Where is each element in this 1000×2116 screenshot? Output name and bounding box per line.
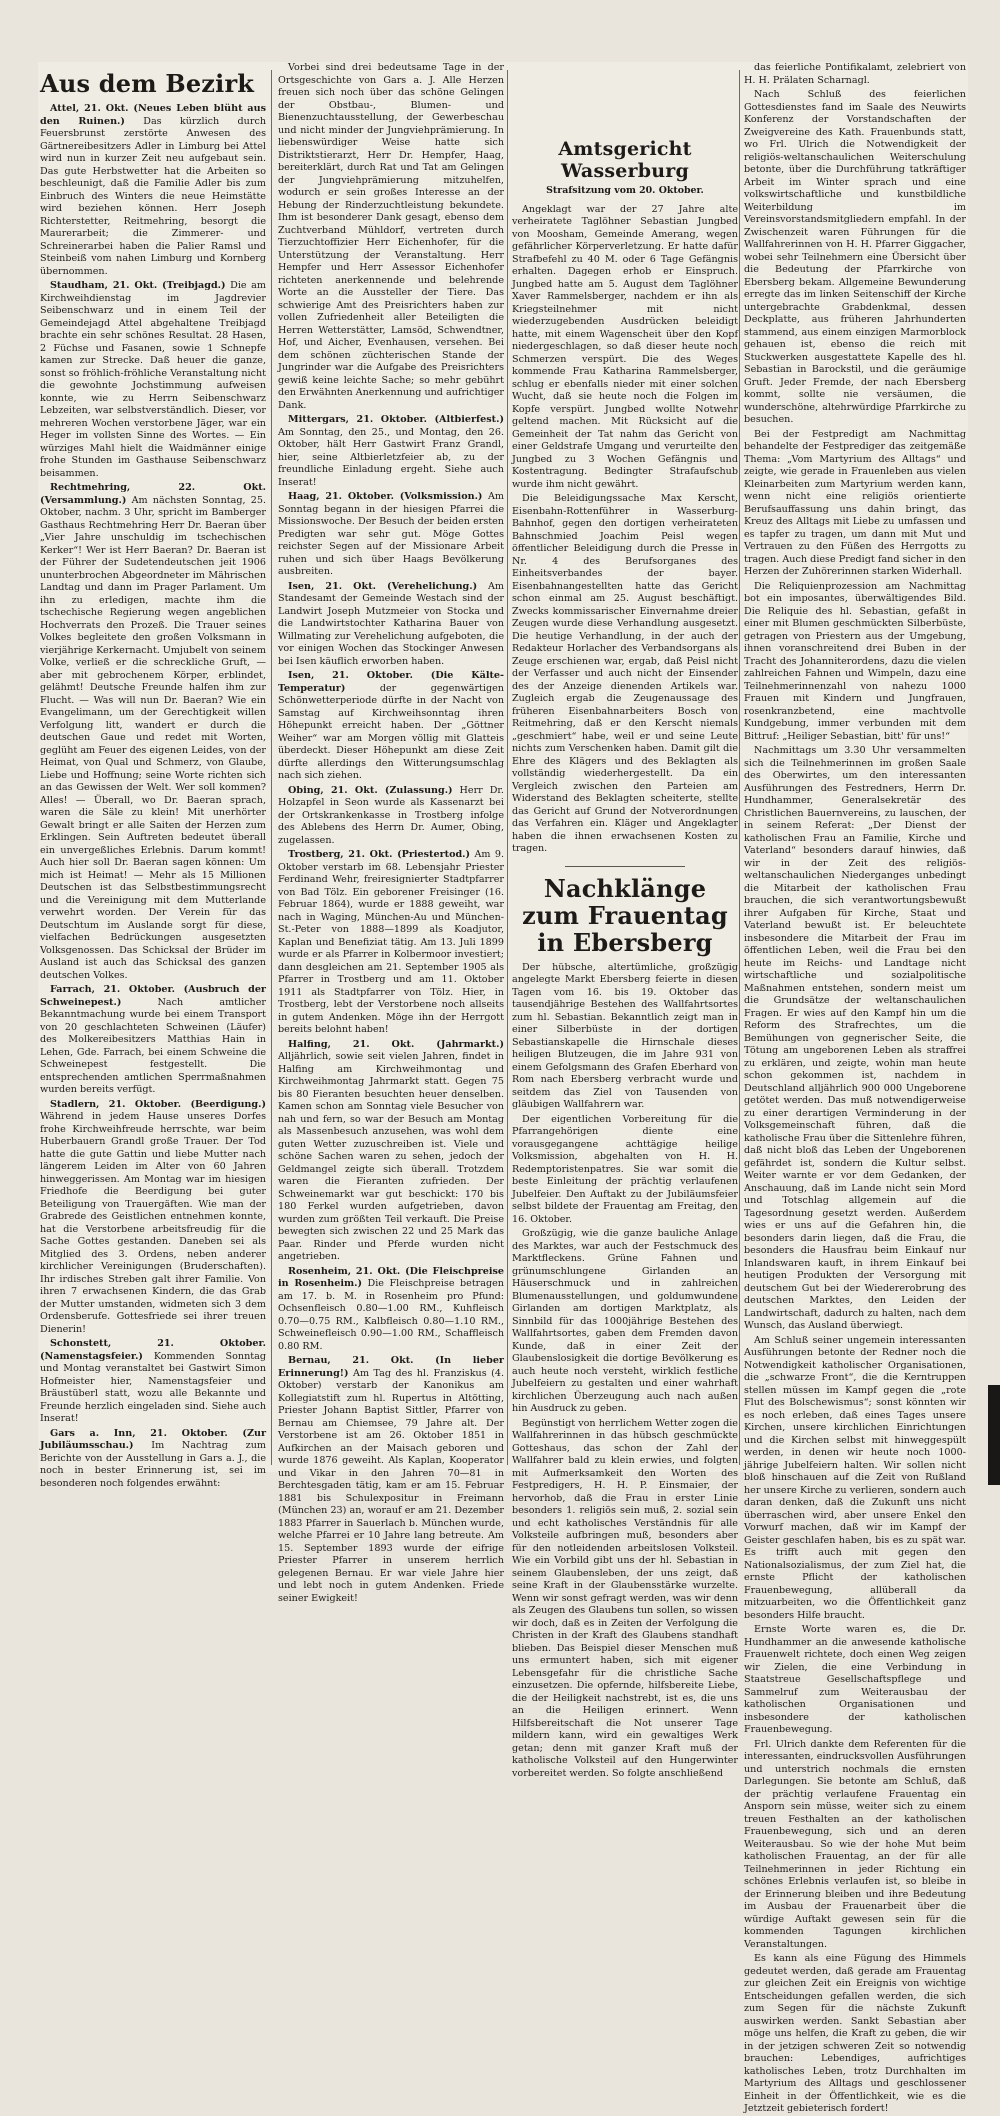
column-2 xyxy=(278,62,504,1604)
column-rule xyxy=(507,70,508,1465)
article-body: Am Sonntag, den 25., und Montag, den 26. Oktober, hält Herr Gastwirt Franz Grandl, hier, seine Altbierletzfeier ab, zu der freundliche Einladung ergeht. Siehe auch Inserat! xyxy=(278,426,504,488)
frauentag-paragraph xyxy=(512,1418,738,1781)
article-staudham xyxy=(40,280,266,480)
article-gars-continued xyxy=(278,62,504,412)
article-mittergars xyxy=(278,414,504,489)
article-lede: Rosenheim, 21. Okt. (Die Fleischpreise in Rosenheim.) xyxy=(278,1265,504,1289)
newspaper-page xyxy=(38,62,968,2114)
article-lede: Rechtmehring, 22. Okt. (Versammlung.) xyxy=(40,482,266,506)
article-body: Begünstigt von herrlichem Wetter zogen die Wallfahrerinnen in das hübsch geschmückte Gotteshaus, das schon der Zahl der Wallfahrer bald zu klein erwies, und folgten mit Aufmerksamkeit den Worten des Festpredigers, H. H. P. Einsmaier, der hervorhob, daß die Frau in erster Linie besonders 1. religiös sein muß, 2. sozial sein und echt katholisches Verständnis für alle Volksteile aufbringen muß, besonders aber für den notleidenden arbeitslosen Volksteil. Wie ein Vorbild gibt uns der hl. Sebastian in seinem Glaubensleben, der uns zeigt, daß seine Kraft in der Glaubensstärke wurzelte. Wenn wir sonst gefragt werden, was wir denn als Zeugen des Glaubens tun sollen, so wissen wir doch, daß es in Zeiten der Verfolgung die Christen in der Kraft des Glaubens standhaft blieben. Das Beispiel dieser Menschen muß uns ermuntert haben, sich mit eigener Lebensgefahr für die christliche Sache einzusetzen. Die opfernde, hilfsbereite Liebe, die der Heiligkeit nachstrebt, ist es, die uns an die Heiligen erinnert. Wenn Hilfsbereitschaft die Not unserer Tage mildern kann, wird ein gewaltiges Werk getan; denn mit ganzer Kraft muß der katholische Volksteil auf den Hungerwinter vorbereitet werden. So folgte anschließend xyxy=(512,1417,738,1779)
article-haag xyxy=(278,491,504,579)
column-rule xyxy=(739,70,740,1465)
court-case-2 xyxy=(512,493,738,856)
frauentag-continued xyxy=(744,89,966,427)
article-body: der gegenwärtigen Schönwetterperiode dürfte in der Nacht von Samstag auf Kirchweihsonntag ihren Höhepunkt erreicht haben. Der „Göttner Weiher“ war am Morgen völlig mit Glatteis überdeckt. Dieser Höhepunkt am diese Zeit dürfte allerdings den Witterungsumschlag nach sich ziehen. xyxy=(278,682,504,781)
article-body: Die Reliquienprozession am Nachmittag bot ein imposantes, überwältigendes Bild. Die Reliquie des hl. Sebastian, gefaßt in einer mit Blumen geschmückten Silberbüste, getragen von Priestern aus der Umgebung, ihnen voranschreitend drei Buben in der Tracht des Johanniterordens, dazu die vielen zahlreichen Fahnen und Wimpeln, dazu eine Teilnehmerinnenzahl von nahezu 1000 Frauen mit Kindern und Jungfrauen, rosenkranzbetend, eine machtvolle Kundgebung, immer verbunden mit dem Bittruf: „Heiliger Sebastian, bitt' für uns!“ xyxy=(744,580,966,742)
article-body: Es kann als eine Fügung des Himmels gedeutet werden, daß gerade am Frauentag zur gleichen Zeit ein Ereignis von wichtige Entscheidungen gefallen werden, die sich zum Segen für die nächste Zukunft auswirken werden. Sankt Sebastian aber möge uns helfen, die Kraft zu geben, die wir in der jetzigen schweren Zeit so notwendig brauchen: Lebendiges, aufrichtiges katholisches Leben, trotz Durchhalten im Martyrium des Alltags und geschlossener Einheit in der Öffentlichkeit, wie es die Jetztzeit gebieterisch fordert! xyxy=(744,1953,966,2114)
article-body: Nach Schluß des feierlichen Gottesdienstes fand im Saale des Neuwirts Konferenz der Vorstandschaften der Zweigvereine des Kath. Frauenbunds statt, wo Frl. Ulrich die Notwendigkeit der religiös-weltanschaulichen Weiterschulung betonte, über die Durchführung tatkräftiger Arbeit im Winter sprach und eine volkswirtschaftliche und kunstbildliche Weiterbildung im Vereinsvorstandsmitgliedern empfahl. In der Zwischenzeit waren Führungen für die Wallfahrerinnen von H. H. Pfarrer Giggacher, wobei sehr Teilnehmern eine Übersicht über die Bedeutung der Pfarrkirche von Ebersberg bekam. Allgemeine Bewunderung erregte das im linken Seitenschiff der Kirche untergebrachte Grabdenkmal, dessen Deckplatte, aus früheren Jahrhunderten stammend, aus einem einzigen Marmorblock gehauen ist, ebenso die reich mit Stuckwerken ausgestattete Kapelle des hl. Sebastian in Barockstil, und die geräumige Gruft. Jeder Fremde, der nach Ebersberg kommt, sollte nie versäumen, die wunderschöne, altehrwürdige Pfarrkirche zu besuchen. xyxy=(744,89,966,425)
article-lede: Obing, 21. Okt. (Zulassung.) xyxy=(288,784,453,796)
frauentag-continued xyxy=(744,62,966,87)
article-halfing xyxy=(278,1039,504,1264)
article-body: Während in jedem Hause unseres Dorfes frohe Kirchweihfreude herrschte, war beim Huberbauern Grandl große Trauer. Der Tod hatte die gute Gattin und liebe Mutter nach längerem Leiden im Alter von 60 Jahren hinweggerissen. Am Montag war im hiesigen Friedhofe die Beerdigung bei guter Beteiligung von Trauergäften. Wie man der Grabrede des Geistlichen entnehmen konnte, hat die Verstorbene arbeitsfreudig für die Sache Gottes gestanden. Daneben sei als Mitglied des 3. Ordens, neben anderer kirchlicher Vereinigungen (Bruderschaften). Ihr irdisches Streben galt ihrer Familie. Von ihren 7 erwachsenen Kindern, die das Grab der Mutter umstanden, widmeten sich 3 dem Ordensberufe. Gottesfriede sei ihrer treuen Dienerin! xyxy=(40,1111,266,1335)
article-gars xyxy=(40,1428,266,1491)
article-body: Am Standesamt der Gemeinde Westach sind der Landwirt Joseph Mutzmeier von Stocka und die Landwirtstochter Katharina Bauer von Willmating zur Verehelichung aufgeboten, die vor einigen Wochen das Stockinger Anwesen bei Isen käuflich erworben haben. xyxy=(278,580,504,667)
column-1 xyxy=(40,62,266,1489)
article-lede: Trostberg, 21. Okt. (Priestertod.) xyxy=(288,849,471,860)
frauentag-continued xyxy=(744,745,966,1333)
article-body: Angeklagt war der 27 Jahre alte verheiratete Taglöhner Sebastian Jungbed von Moosham, Gemeinde Amerang, wegen gefährlicher Körperverletzung. Er hatte dafür Strafbefehl zu 40 M. oder 6 Tage Gefängnis erhalten. Dagegen erhob er Einspruch. Jungbed hatte am 5. August dem Taglöhner Xaver Rammelsberger, nachdem er ihn als Kriegsteilnehmer mit nicht wiederzugebenden Ausdrücken beleidigt hatte, mit einem Wagenscheit über den Kopf niedergeschlagen, so daß dieser heute noch Schmerzen verspürt. Die des Weges kommende Frau Katharina Rammelsberger, schlug er ebenfalls nieder mit einer solchen Wucht, daß sie heute noch die Folgen im Kopfe verspürt. Jungbed wollte Notwehr geltend machen. Mit Rücksicht auf die Gemeinheit der Tat nahm das Gericht von einer Geldstrafe Umgang und verurteilte den Jungbed zu 3 Wochen Gefängnis und Kostentragung. Bedingter Strafaufschub wurde ihm nicht gewährt. xyxy=(512,203,738,490)
column-spacer xyxy=(512,62,738,132)
article-body: Nach amtlicher Bekanntmachung wurde bei einem Transport von 20 geschlachteten Schweinen (Läufer) des Molkereibesitzers Matthias Hain in Lehen, Gde. Farrach, bei einem Schweine die Schweinepest festgestellt. Die entsprechenden amtlichen Sperrmaßnahmen wurden bereits verfügt. xyxy=(40,996,266,1095)
article-body: Am Sonntag begann in der hiesigen Pfarrei die Missionswoche. Der Besuch der beiden ersten Predigten war sehr gut. Möge Gottes reichster Segen auf der Missionare Arbeit ruhen und sich über Haags Bevölkerung ausbreiten. xyxy=(278,491,504,577)
article-body: Die Beleidigungssache Max Kerscht, Eisenbahn-Rottenführer in Wasserburg-Bahnhof, gegen den dortigen verheirateten Bahnschmied Joachim Peisl wegen öffentlicher Beleidigung durch die Presse in Nr. 4 des Berufsorganes des Einheitsverbandes der bayer. Eisenbahnangestellten hatte das Gericht schon einmal am 25. August beschäftigt. Zwecks kommissarischer Einvernahme dreier Zeugen wurde diese Verhandlung ausgesetzt. Die heutige Verhandlung, in der auch der Redakteur Horlacher des Verbandsorgans als Zeuge erschienen war, ergab, daß Peisl nicht der Verfasser und auch nicht der Einsender des der Anzeige dienenden Artikels war. Zugleich ergab die Zeugenaussage des früheren Eisenbahnarbeiters Bosch von Reitmehring, daß er den Kerscht niemals „geschmiert“ habe, weil er und seine Leute nichts zum Verschenken haben. Damit gilt die Ehre des Klägers und des Beklagten als vollständig wiederhergestellt. Da ein Vergleich zwischen den Parteien am Widerstand des Beklagten scheiterte, stellte das Gericht auf Grund der Notverordnungen das Verfahren ein. Kläger und Angeklagter haben die ihnen erwachsenen Kosten zu tragen. xyxy=(512,493,738,854)
article-lede: Gars a. Inn, 21. Oktober. (Zur Jubiläumsschau.) xyxy=(40,1427,266,1451)
article-body: Das kürzlich durch Feuersbrunst zerstörte Anwesen des Gärtnereibesitzers Adler in Limburg bei Attel wird nun in kurzer Zeit neu aufgebaut sein. Das gute Herbstwetter hat die Arbeiten so beschleunigt, daß die Familie Adler bis zum Einbruch des Winters die neue Heimstätte wird beziehen können. Herr Joseph Richterstetter, Reitmehring, besorgt die Maurerarbeit; die Zimmerer- und Schreinerarbei haben die Palier Ramsl und Steinbeiß vom nahen Limburg und Kornberg übernommen. xyxy=(40,115,266,277)
article-body: Vorbei sind drei bedeutsame Tage in der Ortsgeschichte von Gars a. J. Alle Herzen freuen sich noch über das schöne Gelingen der Obstbau-, Blumen- und Bienenzuchtausstellung, der Gewerbeschau und nicht minder der Jungviehprämierung. In liebenswürdiger Weise hatte sich Distriktstierarzt, Herr Dr. Hempfer, Haag, bereiterklärt, durch Rat und Tat am Gelingen der Jungviehprämierung mitzuhelfen, wodurch er sein großes Interesse an der Hebung der Rinderzuchtleistung bekundete. Ihm ist besonderer Dank gesagt, ebenso dem Zuchtverband Mühldorf, vertreten durch Tierzuchtoffizier Herr Eichenhofer, für die Unterstützung der Veranstaltung. Herr Hempfer und Herr Assessor Eichenhofer richteten anerkennende und belehrende Worte an die Aussteller der Tiere. Das schwierige Amt des Preisrichters haben zur vollen Zufriedenheit aller Beteiligten die Herren Wetterstätter, Lamsöd, Schwendtner, Hof, und Aicher, Evenhausen, versehen. Bei dem schönen züchterischen Stande der Jungrinder war die Aufgabe des Preisrichters gewiß keine leichte Sache; so mehr gebührt den Erwähnten Anerkennung und aufrichtiger Dank. xyxy=(278,62,504,411)
article-body: Alljährlich, sowie seit vielen Jahren, findet in Halfing am Kirchweihmontag und Kirchweihmontag Jahrmarkt statt. Gegen 75 bis 80 Fieranten besuchten heuer denselben. Kamen schon am Sonntag viele Besucher von nah und fern, so war der Besuch am Montag als Massenbesuch anzusehen, was wohl dem guten Wetter zuzuschreiben ist. Viele und schöne Sachen waren zu sehen, jedoch der Geldmangel zeigte sich überall. Trotzdem waren die Fieranten zufrieden. Der Schweinemarkt war gut beschickt: 170 bis 180 Ferkel wurden aufgetrieben, davon wurden zum größten Teil verkauft. Die Preise bewegten sich zwischen 22 und 25 Mark das Paar. Rinder und Pferde wurden nicht angetrieben. xyxy=(278,1051,504,1262)
article-lede: Attel, 21. Okt. (Neues Leben blüht aus den Ruinen.) xyxy=(40,103,266,127)
article-lede: Schonstett, 21. Oktober. (Namenstagsfeier.) xyxy=(40,1338,266,1362)
article-lede: Bernau, 21. Okt. (In lieber Erinnerung!) xyxy=(278,1355,504,1379)
article-body: Am Tag des hl. Franziskus (4. Oktober) verstarb der Kanonikus am Kollegiatstift zum hl. Rupertus in Altötting, Priester Johann Baptist Sittler, Pfarrer von Bernau am Chiemsee, 79 Jahre alt. Der Verstorbene ist am 26. Oktober 1851 in Aufkirchen an der Maisach geboren und wurde 1876 geweiht. Als Kaplan, Kooperator und Vikar in den Jahren 70—81 in Berchtesgaden tätig, kam er am 15. Februar 1881 bis Schulexpositur in Freimann (München 23) an, worauf er am 21. Dezember 1883 Pfarrer in Sauerlach b. München wurde, welche Pfarrei er 10 Jahre lang betreute. Am 15. September 1893 wurde der eifrige Priester Pfarrer in unserem herrlich gelegenen Bernau. Er war viele Jahre hier und lebt noch in gutem Andenken. Friede seiner Ewigkeit! xyxy=(278,1367,504,1604)
article-body: Der hübsche, altertümliche, großzügig angelegte Markt Ebersberg feierte in diesen Tagen vom 16. bis 19. Oktober das tausendjährige Bestehen des Wallfahrtsortes zum hl. Sebastian. Bekanntlich zeigt man in einer Silberbüste in der dortigen Sebastianskapelle die Hirnschale dieses heiligen Blutzeugen, die im Jahre 931 von einem Gefolgsmann des Grafen Eberhard von Rom nach Ebersberg verbracht wurde und seitdem das Ziel von Tausenden von gläubigen Wallfahrern war. xyxy=(512,961,738,1110)
article-obing xyxy=(278,785,504,848)
article-body: Am 9. Oktober verstarb im 68. Lebensjahr Priester Ferdinand Wehr, freiresignierter Stadtpfarrer von Bad Tölz. Ein geborener Freisinger (16. Februar 1864), wurde er 1888 geweiht, war nach in Waging, München-Au und München-St.-Peter von 1888—1899 als Koadjutor, Kaplan und Benefiziat tätig. Am 13. Juli 1899 wurde er als Pfarrer in Kolbermoor investiert; dann desgleichen am 21. September 1905 als Pfarrer in Trostberg und am 11. Oktober 1911 als Stadtpfarrer von Tölz. Hier, in Trostberg, lebt der Verstorbene noch allseits in gutem Andenken. Möge ihn der Herrgott bereits belohnt haben! xyxy=(278,849,504,1035)
article-body: Am Schluß seiner ungemein interessanten Ausführungen betonte der Redner noch die Notwendigkeit katholischer Organisationen, die „schwarze Front“, die die Kerntruppen stellen müssen im Kampf gegen die „rote Flut des Bolschewismus“; sonst könnten wir es noch erleben, daß eines Tages unsere Kirchen, unsere kirchlichen Einrichtungen und die Kirchen selbst mit hinweggespült werden, in denen wir heute noch 1000-jährige Jubelfeiern halten. Wir sollen nicht bloß hinschauen auf die Zeit von Rußland her unsere Kirche zu verlieren, sondern auch daran denken, daß die Zukunft uns nicht überraschen wird, aber unsere Enkel den Vorwurf machen, daß wir im Kampf der Geister geschlafen haben, bis es zu spät war. Es trifft auch mit gegen den Nationalsozialismus, der zum Ziel hat, die ernste Pflicht der katholischen Frauenbewegung, allüberall da mitzuarbeiten, wo die Öffentlichkeit ganz besonders Hilfe braucht. xyxy=(744,1334,966,1621)
frauentag-paragraph xyxy=(512,962,738,1112)
article-body: Der eigentlichen Vorbereitung für die Pfarrangehörigen diente eine vorausgegangene achttägige heilige Volksmission, abgehalten von H. H. Redemptoristenpatres. Sie war somit die beste Einleitung der prächtig verlaufenen Jubelfeier. Den Auftakt zu der Jubiläumsfeier selbst bildete der Frauentag am Freitag, den 16. Oktober. xyxy=(512,1113,738,1225)
article-bernau xyxy=(278,1355,504,1605)
article-lede: Haag, 21. Oktober. (Volksmission.) xyxy=(288,491,483,502)
article-body: Die Fleischpreise betragen am 17. b. M. in Rosenheim pro Pfund: Ochsenfleisch 0.80—1.00 RM., Kuhfleisch 0.70—0.75 RM., Kalbfleisch 0.80—1.10 RM., Schweinefleisch 0.90—1.00 RM., Schaffleisch 0.80 RM. xyxy=(278,1278,504,1352)
frauentag-continued xyxy=(744,1739,966,1952)
frauentag-headline: Nachklänge zum Frauentag in Ebersberg xyxy=(522,873,728,957)
frauentag-continued xyxy=(744,1335,966,1623)
frauentag-continued xyxy=(744,1953,966,2116)
article-body: Nachmittags um 3.30 Uhr versammelten sich die Teilnehmerinnen im großen Saale des Oberwirtes, um den interessanten Ausführungen des Festredners, Herrn Dr. Hundhammer, Generalsekretär des Christlichen Bauernvereins, zu lauschen, der in seinem Referat: „Der Dienst der katholischen Frau an Familie, Kirche und Vaterland“ besonders darauf hinwies, daß wir in der Zeit des religiös-weltanschaulichen Niederganges unbedingt die Mitarbeit der katholischen Frau brauchen, die sich verantwortungsbewußt ihrer Aufgaben für Kirche, Staat und Vaterland bewußt ist. Er beleuchtete insbesondere die Mitarbeit der Frau im öffentlichen Leben, weil die Frau bei den heute im Reichs- und Landtage nicht wirtschaftliche und sozialpolitische Maßnahmen entstehen, sondern meist um die Grundsätze der weltanschaulichen Fragen. Er wies auf den Kampf hin um die Reform des Strafrechtes, um die Bemühungen von gegnerischer Seite, die Tötung am ungeborenen Leben als straffrei zu erklären, und zeigte, wohin man heute schon gekommen ist, nachdem in Deutschland alljährlich 900 000 Ungeborene getötet werden. Das muß notwendigerweise zu einer derartigen Verminderung in der Volksgemeinschaft führen, daß die katholische Frau über die Sittenlehre führen, daß nicht bloß das Leben der Ungeborenen gefährdet ist, sondern die Kultur selbst. Weiter warnte er vor dem Gedanken, der Anschauung, daß im Lande nicht sein Mord und Totschlag allgemein auf die Tagesordnung gesetzt werden. Außerdem wies er uns auf die Gefahren hin, die besonders darin liegen, daß die Frau, die besonders die Hausfrau beim Einkauf nur Inlandswaren kauft, in ihrem Einkauf bei heutigen Produkten der Versorgung mit deutschem Gut bei der Wiedererobrung des deutschen Marktes, den Leiden der Landwirtschaft, dadurch zu halten, nach dem Wunsch, das Ausland überwiegt. xyxy=(744,745,966,1331)
article-lede: Isen, 21. Okt. (Verehelichung.) xyxy=(288,580,478,592)
article-stadlern xyxy=(40,1099,266,1337)
article-rechtmehring xyxy=(40,482,266,982)
article-body: Im Nachtrag zum Berichte von der Ausstellung in Gars a. J., die noch in bester Erinnerung ist, sei im besonderen noch folgendes erwähnt: xyxy=(40,1440,266,1489)
court-subhead: Strafsitzung vom 20. Oktober. xyxy=(546,185,704,196)
article-body: Kommenden Sonntag und Montag veranstaltet bei Gastwirt Simon Hofmeister hier, Namenstagsfeier und Bräustüberl statt, wozu alle Bekannte und Freunde herzlich eingeladen sind. Siehe auch Inserat! xyxy=(40,1350,266,1424)
court-case-1 xyxy=(512,204,738,492)
article-schonstett xyxy=(40,1338,266,1426)
article-attel xyxy=(40,103,266,278)
article-body: Frl. Ulrich dankte dem Referenten für die interessanten, eindrucksvollen Ausführungen und unterstrich nochmals die ernsten Darlegungen. Sie betonte am Schluß, daß der prächtig verlaufene Frauentag ein Ansporn sein müsse, weiter sich zu einem treuen Festhalten an der katholischen Frauenbewegung, sich und an deren Weiterausbau. So wie der hohe Mut beim katholischen Frauentag, an der für alle Teilnehmerinnen in jeder Richtung ein schönes Erlebnis verlaufen ist, so bleibe in der Erinnerung bleiben und ihre Bedeutung im Ausbau der Frauenarbeit über die würdige Auftakt gewesen sein für die kommenden Tagungen kirchlichen Veranstaltungen. xyxy=(744,1738,966,1950)
article-body: Herr Dr. Holzapfel in Seon wurde als Kassenarzt bei der Ortskrankenkasse in Trostberg infolge des Ablebens des Herrn Dr. Aumer, Obing, zugelassen. xyxy=(278,784,504,846)
column-3 xyxy=(512,62,738,1779)
article-farrach xyxy=(40,984,266,1097)
article-trostberg xyxy=(278,849,504,1037)
article-body: Ernste Worte waren es, die Dr. Hundhammer an die anwesende katholische Frauenwelt richtete, doch einen Weg zeigen wir Zielen, die eine Verbindung in Staatstreue Gesellschaftspflege und Sammelruf zum Weiterausbau der katholischen Organisationen und insbesondere der katholischen Frauenbewegung. xyxy=(744,1624,966,1735)
column-rule xyxy=(271,70,272,1465)
article-lede: Mittergars, 21. Oktober. (Altbierfest.) xyxy=(288,414,504,425)
court-headline: Amtsgericht Wasserburg xyxy=(558,138,692,182)
article-isen-weather xyxy=(278,670,504,783)
article-body: Die am Kirchweihdienstag im Jagdrevier Seibenschwarz und in einem Teil der Gemeindejagd Attel abgehaltene Treibjagd brachte ein sehr schönes Resultat. 28 Hasen, 2 Füchse und Fasanen, sowie 1 Schnepfe kamen zur Strecke. Daß heuer die ganze, sonst so fröhlich-fröhliche Veranstaltung nicht die gewohnte Jochstimmung aufweisen konnte, wie zu Herrn Seibenschwarz Lebzeiten, war selbstverständlich. Dieser, vor mehreren Wochen verstorbene Jäger, war ein Heger im vollsten Sinne des Wortes. — Ein würziges Mahl hielt die Waidmänner einige frohe Stunden im Gasthause Seibenschwarz beisammen. xyxy=(40,280,266,479)
article-body: Großzügig, wie die ganze bauliche Anlage des Marktes, war auch der Festschmuck des Marktfleckens. Grüne Fahnen und grünumschlungene Girlanden an Häuserschmuck und in zahlreichen Blumenausstellungen, und goldumwundene Girlanden am dortigen Marktplatz, als Sinnbild für das 1000jährige Bestehen des Wallfahrtsortes, gaben dem Fremden davon Kunde, daß in einer Zeit der Glaubenslosigkeit die dortige Bevölkerung es auch heute noch versteht, wirklich festliche Jubelfeiern zu gestalten und einer wahrhaft kirchlichen Überzeugung auch nach außen hin Ausdruck zu geben. xyxy=(512,1228,738,1414)
frauentag-continued xyxy=(744,1624,966,1737)
column-4 xyxy=(744,62,966,2114)
article-lede: Staudham, 21. Okt. (Treibjagd.) xyxy=(50,280,226,291)
article-isen-marriage xyxy=(278,581,504,669)
article-body: Bei der Festpredigt am Nachmittag behandelte der Festprediger das zeitgemäße Thema: „Vom Martyrium des Alltags“ und zeigte, wie gerade in Frauenleben aus vielen Kleinarbeiten zum Martyrium werden kann, wenn nicht eine religiös orientierte Berufsauffassung uns dahin bringt, das Kreuz des Alltags mit Liebe zu umfassen und es tapfer zu tragen, um dann mit Mut und Vertrauen zu den Füßen des Herrgotts zu tragen. Auch diese Predigt fand sicher in den Herzen der Zuhörerinnen starken Widerhall. xyxy=(744,428,966,577)
article-body: Am nächsten Sonntag, 25. Oktober, nachm. 3 Uhr, spricht im Bamberger Gasthaus Rechtmehring Herr Dr. Baeran über „Vier Jahre unschuldig im tschechischen Kerker“! Wer ist Herr Baeran? Dr. Baeran ist der Führer der Sudetendeutschen jeit 1906 ununterbrochen Abgeordneter im Mährischen Landtag und dann im Prager Parlament. Um ihn zu erledigen, machte ihm die tschechische Regierung wegen angeblichen Hochverrats den Prozeß. Die Trauer seines Volkes begleitete den großen Volksmann in vierjährige Kerkernacht. Umjubelt von seinem Volke, verließ er die schreckliche Gruft, — aber mit gebrochenem Körper, erblindet, gelähmt! Deutsche Freunde halfen ihm zur Flucht. — Was will nun Dr. Baeran? Wie ein Evangelimann, um der Gerechtigkeit willen Verfolgung litt, wandert er durch die deutschen Gaue und redet mit Worten, geglüht am Feuer des eigenen Leides, von der Heimat, von Qual und Schmerz, von Glaube, Liebe und Hoffnung; seine Worte richten sich an das Gewissen der Welt. Wer soll kommen? Alles! — Überall, wo Dr. Baeran sprach, waren die Säle zu klein! Mit unerhörter Gewalt bringt er alle Saiten der Herzen zum Erklingen. Sein Auftreten bedeutet überall ein unvergeßliches Erlebnis. Darum kommt! Auch hier soll Dr. Baeran sagen können: Um mich ist Heimat! — Mehr als 15 Millionen Deutschen ist das Selbstbestimmungsrecht und die Vereinigung mit dem Mutterlande verwehrt worden. Der Verein für das Deutschtum im Auslande sorgt für diese, vielfachen Bedrückungen ausgesetzten Volksgenossen. Das Schicksal der Brüder im Ausland ist auch das Schicksal des ganzen deutschen Volkes. xyxy=(40,494,266,981)
scan-edge-shadow xyxy=(988,1385,1000,1485)
frauentag-paragraph xyxy=(512,1114,738,1227)
article-lede: Halfing, 21. Okt. (Jahrmarkt.) xyxy=(288,1038,504,1050)
frauentag-continued xyxy=(744,581,966,744)
article-lede: Stadlern, 21. Oktober. (Beerdigung.) xyxy=(50,1098,266,1110)
article-lede: Farrach, 21. Oktober. (Ausbruch der Schweinepest.) xyxy=(40,984,266,1008)
section-divider xyxy=(565,866,685,867)
frauentag-continued xyxy=(744,429,966,579)
section-headline: Aus dem Bezirk xyxy=(40,69,255,98)
article-rosenheim xyxy=(278,1266,504,1354)
article-body: das feierliche Pontifikalamt, zelebriert von H. H. Prälaten Scharnagl. xyxy=(744,62,966,86)
frauentag-paragraph xyxy=(512,1228,738,1416)
article-lede: Isen, 21. Oktober. (Die Kälte-Temperatur) xyxy=(278,670,504,694)
